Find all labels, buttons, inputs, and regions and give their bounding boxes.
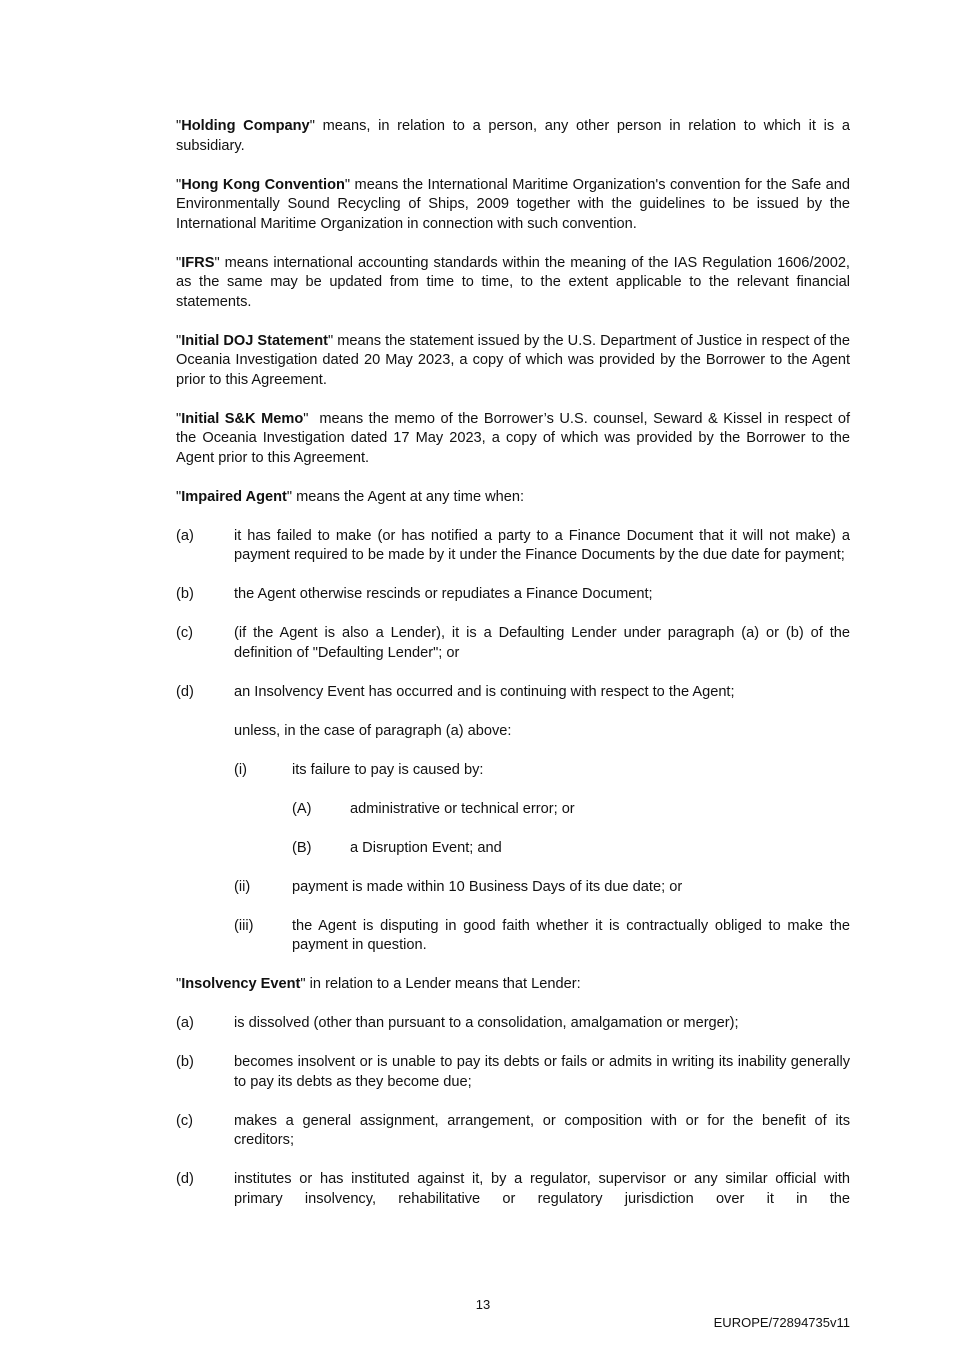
item-text: is dissolved (other than pursuant to a consolidation, amalgamation or merger); — [234, 1015, 739, 1031]
item-text: makes a general assignment, arrangement, or composition with or for the benefit of its creditors; — [234, 1112, 850, 1148]
item-text: an Insolvency Event has occurred and is continuing with respect to the Agent; — [234, 683, 735, 700]
defined-term: Initial S&K Memo — [181, 410, 304, 427]
item-label: (d) — [176, 1171, 194, 1187]
defined-term: Holding Company — [181, 118, 310, 134]
item-label: (ii) — [234, 878, 251, 895]
list-item — [176, 1053, 850, 1092]
sub-item-B — [292, 839, 850, 859]
definition-ifrs: "IFRS" means international accounting standards within the meaning of the IAS Regulation 1606/2002, as the same may be updated from time to time, to the extent applicable to the relevant financial statements. — [176, 254, 850, 310]
definition-text: means the International Maritime Organization's convention for the Safe and Environmentally Sound Recycling of Ships, 2009 together with the guidelines to be issued by the International Maritime Organization in connection with such convention. — [176, 176, 850, 232]
definition-text: in relation to a Lender means that Lender: — [305, 976, 581, 992]
item-label: (B) — [292, 839, 312, 856]
item-text: (if the Agent is also a Lender), it is a Defaulting Lender under paragraph (a) or (b) of the definition of "Defaulting Lender"; or — [234, 625, 850, 661]
item-text: a Disruption Event; and — [350, 839, 502, 856]
definition-initial-doj-statement: "Initial DOJ Statement" means the statement issued by the U.S. Department of Justice in respect of the Oceania Investigation dated 20 May 2023, a copy of which was provided by the Borrower to the Agent prior to this Agreement. — [176, 332, 850, 388]
item-label: (A) — [292, 800, 312, 817]
list-item — [176, 624, 850, 663]
definition-insolvency-event: "Insolvency Event" in relation to a Lender means that Lender: — [176, 976, 581, 992]
document-reference: EUROPE/72894735v11 — [713, 1315, 850, 1330]
item-label: (d) — [176, 683, 194, 700]
list-item — [176, 527, 850, 566]
item-label: (i) — [234, 761, 247, 778]
item-text: its failure to pay is caused by: — [292, 761, 484, 778]
definition-hong-kong-convention: "Hong Kong Convention" means the International Maritime Organization's convention for the Safe and Environmentally Sound Recycling of Ships, 2009 together with the guidelines to be issued by the International Maritime Organization in connection with such convention. — [176, 176, 850, 232]
item-label: (a) — [176, 527, 194, 544]
definition-text: means, in relation to a person, any other person in relation to which it is a subsidiary. — [176, 118, 850, 154]
page-number: 13 — [475, 1297, 491, 1312]
list-item — [176, 1170, 850, 1209]
item-label: (iii) — [234, 917, 254, 934]
definition-impaired-agent: "Impaired Agent" means the Agent at any time when: — [176, 488, 525, 505]
definition-text: means the memo of the Borrower’s U.S. counsel, Seward & Kissel in respect of the Oceania Investigation dated 17 May 2023, a copy of which was provided by the Borrower to the Agent prior to this Agreement. — [176, 410, 855, 466]
item-text: the Agent is disputing in good faith whether it is contractually obliged to make the payment in question. — [292, 917, 850, 953]
item-text: institutes or has instituted against it, by a regulator, supervisor or any similar official with primary insolvency, rehabilitative or regulatory jurisdiction over it in the — [234, 1171, 850, 1207]
sub-item-A — [292, 800, 850, 820]
defined-term: IFRS — [181, 254, 215, 271]
unless-clause: unless, in the case of paragraph (a) above: — [234, 722, 512, 739]
list-item — [176, 585, 850, 605]
document-body — [176, 117, 855, 1229]
sub-item-i — [234, 761, 850, 781]
item-text: administrative or technical error; or — [350, 800, 575, 817]
defined-term: Impaired Agent — [181, 488, 287, 505]
sub-item-iii — [234, 917, 850, 956]
item-label: (c) — [176, 625, 194, 641]
item-label: (a) — [176, 1015, 194, 1031]
definition-text: means the Agent at any time when: — [292, 488, 525, 505]
defined-term: Hong Kong Convention — [181, 176, 345, 193]
definition-text: means international accounting standards within the meaning of the IAS Regulation 1606/2002, as the same may be updated from time to time, to the extent applicable to the relevant financial statements. — [176, 254, 850, 310]
defined-term: Initial DOJ Statement — [181, 332, 328, 349]
item-text: payment is made within 10 Business Days of its due date; or — [292, 878, 683, 895]
definition-initial-sk-memo: "Initial S&K Memo" means the memo of the Borrower’s U.S. counsel, Seward & Kissel in respect of the Oceania Investigation dated 17 May 2023, a copy of which was provided by the Borrower to the Agent prior to this Agreement. — [176, 410, 855, 466]
item-label: (c) — [176, 1112, 194, 1129]
item-text: becomes insolvent or is unable to pay its debts or fails or admits in writing its inability generally to pay its debts as they become due; — [234, 1054, 850, 1090]
item-text: it has failed to make (or has notified a party to a Finance Document that it will not make) a payment required to be made by it under the Finance Documents by the due date for payment; — [234, 527, 850, 563]
defined-term: Insolvency Event — [181, 976, 301, 992]
definition-text: means the statement issued by the U.S. Department of Justice in respect of the Oceania Investigation dated 20 May 2023, a copy of which was provided by the Borrower to the Agent prior to this Agreement. — [176, 332, 850, 388]
list-item — [176, 683, 850, 703]
item-label: (b) — [176, 586, 194, 602]
sub-item-ii — [234, 878, 850, 898]
item-text: the Agent otherwise rescinds or repudiates a Finance Document; — [234, 586, 653, 602]
item-label: (b) — [176, 1054, 194, 1070]
list-item — [176, 1014, 850, 1034]
list-item — [176, 1112, 850, 1151]
definition-holding-company: "Holding Company" means, in relation to a person, any other person in relation to which it is a subsidiary. — [176, 118, 850, 154]
